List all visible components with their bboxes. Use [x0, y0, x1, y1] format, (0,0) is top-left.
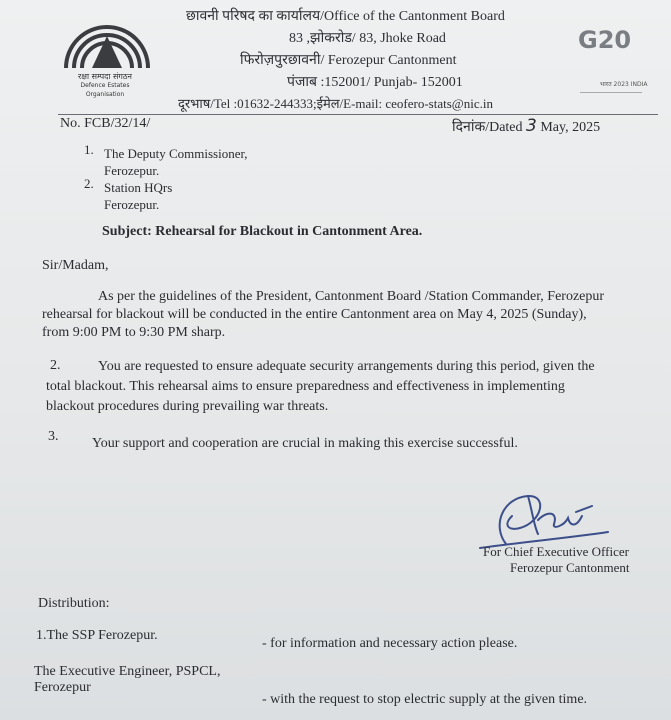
logo-caption	[70, 72, 140, 99]
paragraph-2-line3: blackout procedures during prevailing war threats.	[46, 399, 329, 414]
distribution-item-1-purpose: - for information and necessary action please.	[262, 636, 518, 651]
signoff-line1: For Chief Executive Officer	[483, 544, 629, 559]
header-rule	[58, 114, 658, 115]
paragraph-1-line3: from 9:00 PM to 9:30 PM sharp.	[42, 325, 226, 340]
pin-line: पंजाब :152001/ Punjab- 152001	[287, 75, 463, 90]
date-rest: May, 2025	[540, 120, 601, 135]
paragraph-1-line1: As per the guidelines of the President, Cantonment Board /Station Commander, Ferozepur	[98, 289, 605, 304]
g20-label: G20	[578, 26, 632, 54]
paragraph-2-line1: You are requested to ensure adequate security arrangements during this period, given the	[98, 359, 595, 374]
recipient-1-line1: The Deputy Commissioner,	[104, 146, 248, 161]
distribution-item-2-purpose: - with the request to stop electric supply at the given time.	[262, 692, 588, 707]
subject-line: Subject: Rehearsal for Blackout in Cantonment Area.	[102, 224, 423, 239]
recipient-1-line2: Ferozepur.	[104, 163, 160, 178]
paragraph-3-line1: Your support and cooperation are crucial in making this exercise successful.	[92, 436, 518, 451]
paragraph-1-line2: rehearsal for blackout will be conducted in the entire Cantonment area on May 4, 2025 (Sunday),	[42, 307, 587, 322]
distribution-item-2-recipient-line2: Ferozepur	[34, 680, 91, 695]
distribution-item-1-recipient: 1.The SSP Ferozepur.	[36, 628, 158, 643]
g20-logo	[578, 26, 640, 56]
paragraph-2-line2: total blackout. This rehearsal aims to ensure preparedness and effectiveness in implementing	[46, 379, 565, 394]
date-label: दिनांक/Dated	[452, 120, 523, 135]
recipient-2-line1: Station HQrs	[104, 180, 173, 195]
logo-caption-english: Defence Estates Organisation	[80, 82, 130, 98]
contact-line: दूरभाष/Tel :01632-244333;ईमेल/E-mail: ceofero-stats@nic.in	[178, 96, 494, 111]
distribution-heading: Distribution:	[38, 596, 110, 611]
recipient-2-number: 2.	[84, 176, 94, 191]
paragraph-3-number: 3.	[48, 429, 59, 444]
g20-caption: भारत 2023 INDIA	[600, 81, 648, 88]
date-block	[452, 116, 600, 136]
paragraph-2-number: 2.	[50, 358, 61, 373]
recipient-1-number: 1.	[84, 142, 94, 157]
signoff-line2: Ferozepur Cantonment	[510, 560, 630, 575]
distribution-item-2-recipient-line1: The Executive Engineer, PSPCL,	[34, 664, 221, 679]
reference-number: No. FCB/32/14/	[60, 116, 151, 131]
g20-underline	[580, 92, 642, 93]
recipient-2-line2: Ferozepur.	[104, 197, 160, 212]
cantonment-line: फिरोज़पुरछावनी/ Ferozepur Cantonment	[240, 53, 457, 68]
office-line: छावनी परिषद का कार्यालय/Office of the Cantonment Board	[186, 9, 505, 24]
logo-caption-hindi: रक्षा सम्पदा संगठन	[78, 72, 132, 81]
salutation: Sir/Madam,	[42, 258, 109, 273]
address-line: 83 ,झोकरोड/ 83, Jhoke Road	[289, 31, 446, 46]
date-day: 3	[526, 116, 537, 136]
